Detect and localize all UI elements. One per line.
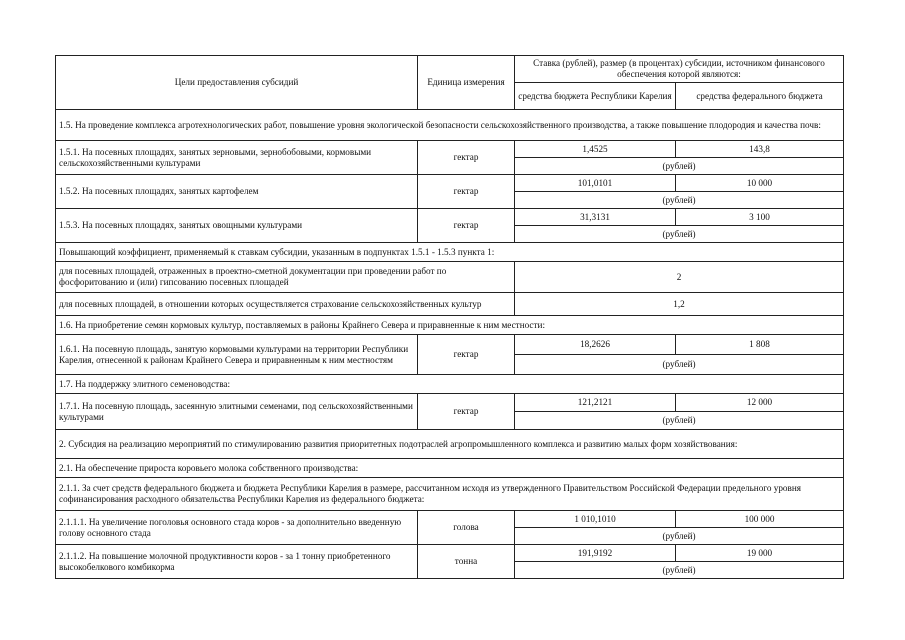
federal-rate: 100 000 bbox=[676, 511, 844, 528]
header-rate: Ставка (рублей), размер (в процентах) субсидии, источником финансового обеспечения которой являются: bbox=[515, 56, 844, 83]
header-federal: средства федерального бюджета bbox=[676, 83, 844, 110]
item-label: 1.5.2. На посевных площадях, занятых картофелем bbox=[56, 175, 418, 209]
section-row bbox=[56, 459, 844, 478]
currency-note: (рублей) bbox=[515, 158, 844, 175]
section-row bbox=[56, 110, 844, 141]
item-unit: гектар bbox=[418, 175, 515, 209]
item-label: 1.7.1. На посевную площадь, засеянную элитными семенами, под сельскохозяйственными культурами bbox=[56, 394, 418, 430]
regional-rate: 1 010,1010 bbox=[515, 511, 676, 528]
item-unit: гектар bbox=[418, 335, 515, 375]
header-regional: средства бюджета Республики Карелия bbox=[515, 83, 676, 110]
section-heading: Повышающий коэффициент, применяемый к ставкам субсидии, указанным в подпунктах 1.5.1 - 1.5.3 пункта 1: bbox=[56, 243, 844, 262]
section-row bbox=[56, 478, 844, 511]
federal-rate: 10 000 bbox=[676, 175, 844, 192]
table-row bbox=[56, 394, 844, 412]
item-label: 2.1.1.2. На повышение молочной продуктивности коров - за 1 тонну приобретенного высокобелкового комбикорма bbox=[56, 545, 418, 579]
regional-rate: 31,3131 bbox=[515, 209, 676, 226]
currency-note: (рублей) bbox=[515, 412, 844, 430]
federal-rate: 19 000 bbox=[676, 545, 844, 562]
table-row bbox=[56, 141, 844, 158]
currency-note: (рублей) bbox=[515, 528, 844, 545]
federal-rate: 3 100 bbox=[676, 209, 844, 226]
regional-rate: 191,9192 bbox=[515, 545, 676, 562]
coefficient-row bbox=[56, 262, 844, 293]
section-heading: 1.7. На поддержку элитного семеноводства: bbox=[56, 375, 844, 394]
section-heading: 1.6. На приобретение семян кормовых культур, поставляемых в районы Крайнего Севера и приравненные к ним местности: bbox=[56, 316, 844, 335]
table-row bbox=[56, 545, 844, 562]
federal-rate: 12 000 bbox=[676, 394, 844, 412]
coefficient-row bbox=[56, 293, 844, 316]
item-unit: голова bbox=[418, 511, 515, 545]
item-label: 2.1.1.1. На увеличение поголовья основного стада коров - за дополнительно введенную голову основного стада bbox=[56, 511, 418, 545]
item-unit: гектар bbox=[418, 141, 515, 175]
regional-rate: 121,2121 bbox=[515, 394, 676, 412]
item-label: 1.6.1. На посевную площадь, занятую кормовыми культурами на территории Республики Карелия, отнесенной к районам Крайнего Севера и приравненным к ним местностям bbox=[56, 335, 418, 375]
item-unit: гектар bbox=[418, 209, 515, 243]
item-unit: тонна bbox=[418, 545, 515, 579]
section-heading: 2.1.1. За счет средств федерального бюджета и бюджета Республики Карелия в размере, рассчитанном исходя из утвержденного Правительством Российской Федерации предельного уровня софинансирования расходного обязательства Республики Карелия из федерального бюджета: bbox=[56, 478, 844, 511]
regional-rate: 18,2626 bbox=[515, 335, 676, 355]
coefficient-value: 1,2 bbox=[515, 293, 844, 316]
item-label: 1.5.1. На посевных площадях, занятых зерновыми, зернобобовыми, кормовыми сельскохозяйственными культурами bbox=[56, 141, 418, 175]
currency-note: (рублей) bbox=[515, 226, 844, 243]
table-row bbox=[56, 209, 844, 226]
regional-rate: 101,0101 bbox=[515, 175, 676, 192]
federal-rate: 143,8 bbox=[676, 141, 844, 158]
table-row bbox=[56, 511, 844, 528]
table-body bbox=[56, 56, 844, 579]
section-heading: 2. Субсидия на реализацию мероприятий по стимулированию развития приоритетных подотраслей агропромышленного комплекса и развитию малых форм хозяйствования: bbox=[56, 430, 844, 459]
subsidy-rates-table bbox=[55, 55, 844, 579]
coefficient-value: 2 bbox=[515, 262, 844, 293]
item-unit: гектар bbox=[418, 394, 515, 430]
federal-rate: 1 808 bbox=[676, 335, 844, 355]
coefficient-label: для посевных площадей, в отношении которых осуществляется страхование сельскохозяйственных культур bbox=[56, 293, 515, 316]
section-heading: 2.1. На обеспечение прироста коровьего молока собственного производства: bbox=[56, 459, 844, 478]
section-row bbox=[56, 243, 844, 262]
section-heading: 1.5. На проведение комплекса агротехнологических работ, повышение уровня экологической безопасности сельскохозяйственного производства, а также повышение плодородия и качества почв: bbox=[56, 110, 844, 141]
header-row-1 bbox=[56, 56, 844, 83]
section-row bbox=[56, 375, 844, 394]
table-row bbox=[56, 335, 844, 355]
currency-note: (рублей) bbox=[515, 562, 844, 579]
header-unit: Единица измерения bbox=[418, 56, 515, 110]
coefficient-label: для посевных площадей, отраженных в проектно-сметной документации при проведении работ по фосфоритованию и (или) гипсованию посевных площадей bbox=[56, 262, 515, 293]
currency-note: (рублей) bbox=[515, 192, 844, 209]
table-row bbox=[56, 175, 844, 192]
section-row bbox=[56, 430, 844, 459]
item-label: 1.5.3. На посевных площадях, занятых овощными культурами bbox=[56, 209, 418, 243]
currency-note: (рублей) bbox=[515, 355, 844, 375]
section-row bbox=[56, 316, 844, 335]
regional-rate: 1,4525 bbox=[515, 141, 676, 158]
header-goals: Цели предоставления субсидий bbox=[56, 56, 418, 110]
